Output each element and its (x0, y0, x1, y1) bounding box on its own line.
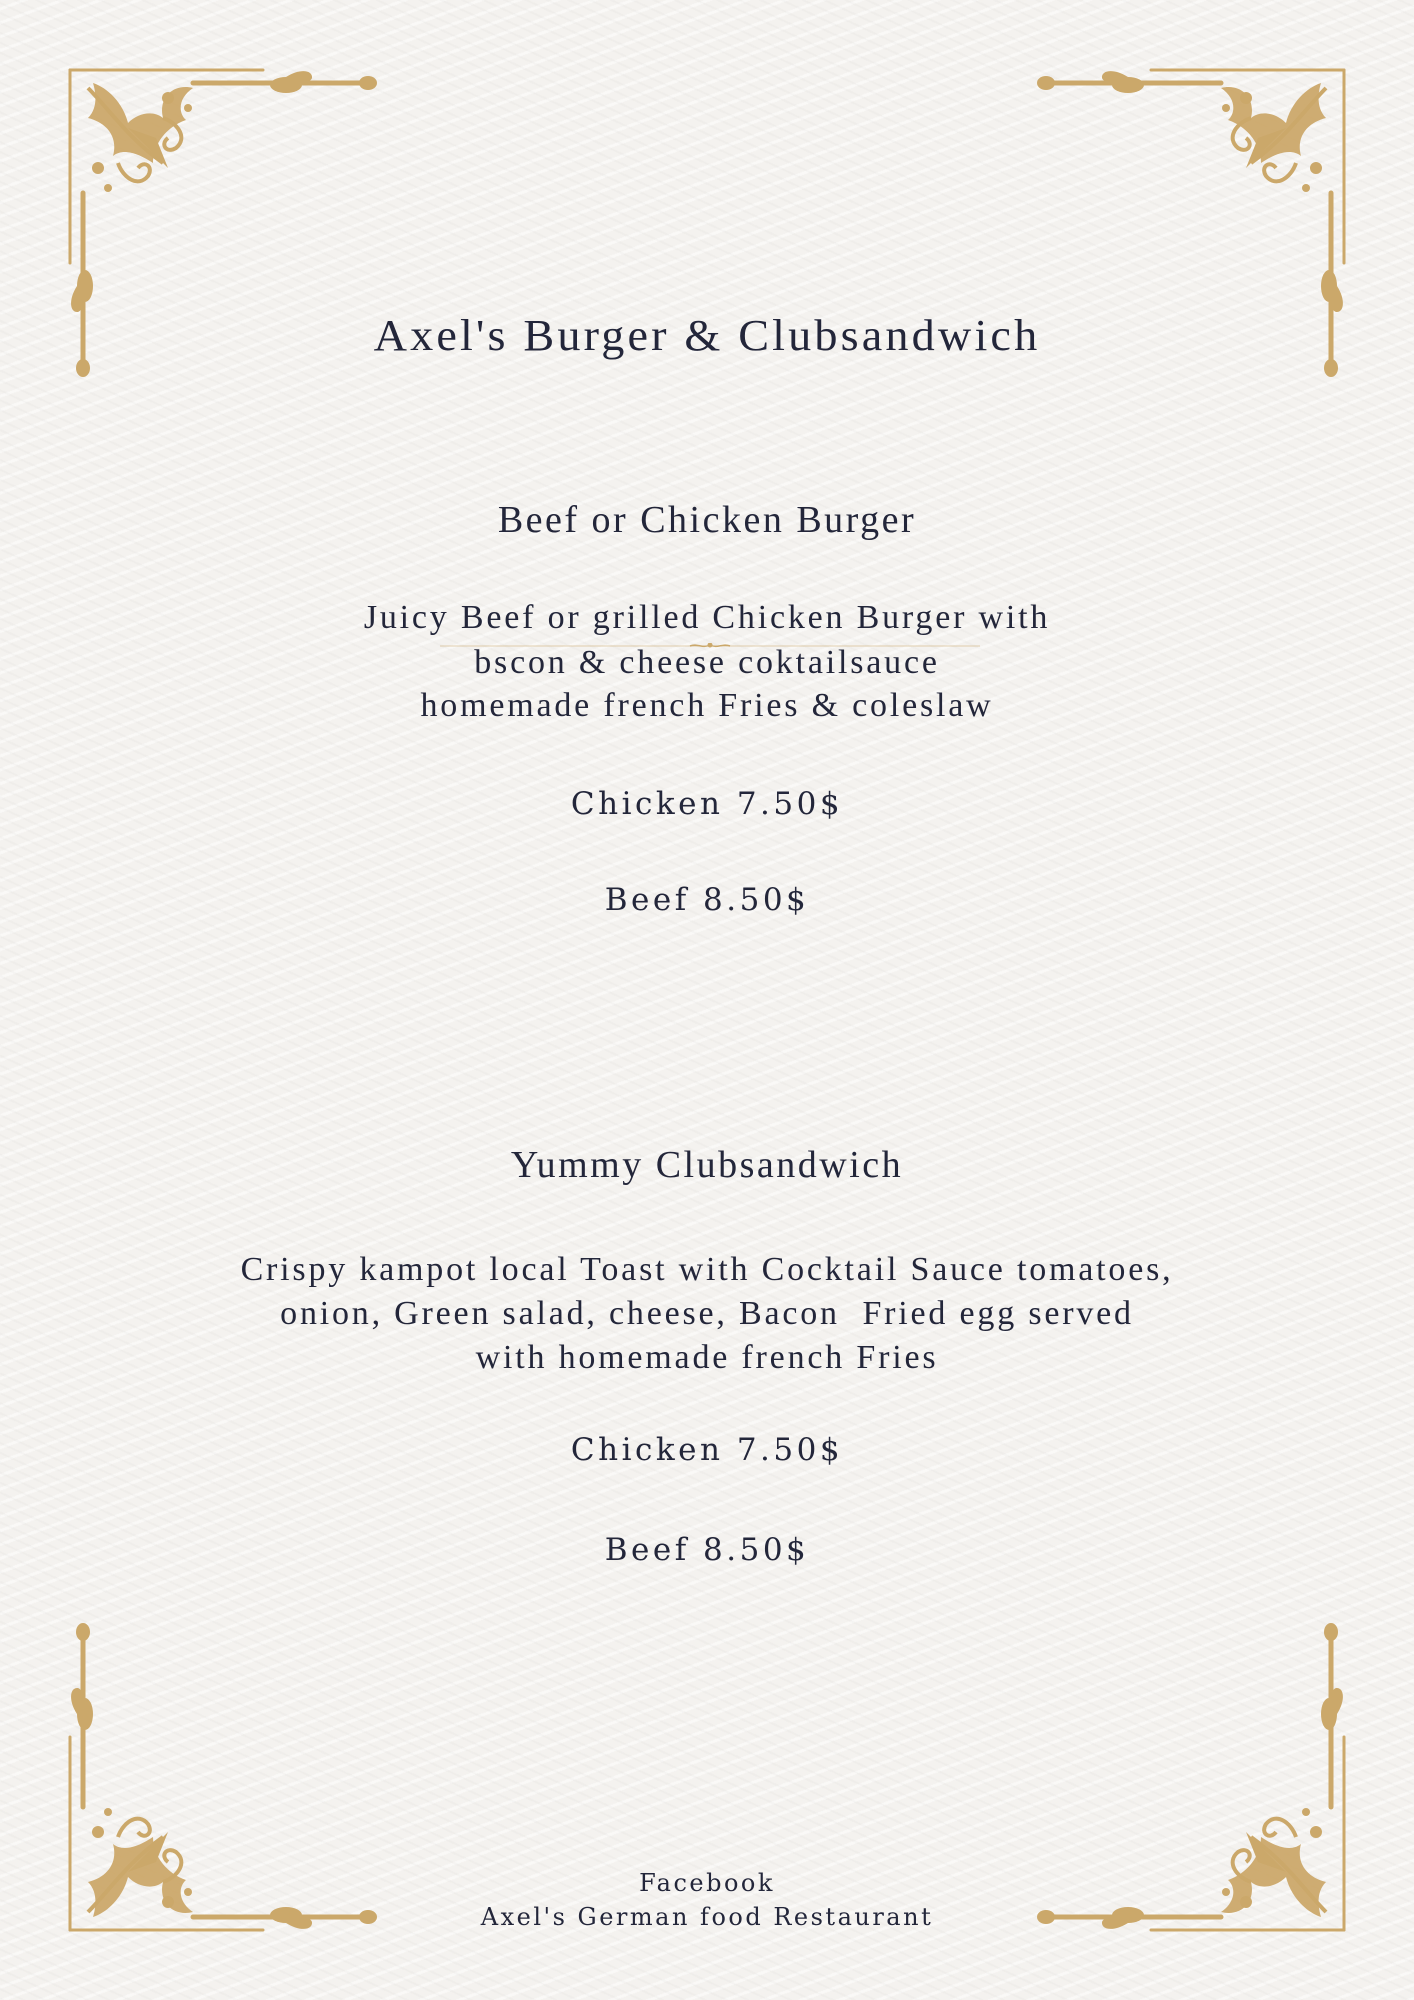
footer-facebook: Facebook (639, 1869, 775, 1897)
section-description-line: homemade french Fries & coleslaw (420, 687, 994, 724)
section-heading-clubsandwich: Yummy Clubsandwich (510, 1144, 904, 1186)
section-description-line: with homemade french Fries (475, 1339, 939, 1376)
section-description-line: bscon & cheese coktailsauce (474, 644, 940, 681)
footer-restaurant-name: Axel's German food Restaurant (480, 1903, 934, 1931)
price-chicken: Chicken 7.50$ (570, 1432, 844, 1468)
section-description-line: onion, Green salad, cheese, Bacon Fried egg served (280, 1295, 1134, 1332)
price-beef: Beef 8.50$ (604, 882, 810, 918)
section-description-line: Juicy Beef or grilled Chicken Burger with (363, 599, 1051, 636)
menu-title: Axel's Burger & Clubsandwich (373, 311, 1041, 360)
section-heading-burger: Beef or Chicken Burger (497, 499, 917, 541)
price-chicken: Chicken 7.50$ (570, 786, 844, 822)
price-beef: Beef 8.50$ (604, 1532, 810, 1568)
section-description-line: Crispy kampot local Toast with Cocktail Sauce tomatoes, (240, 1251, 1174, 1288)
